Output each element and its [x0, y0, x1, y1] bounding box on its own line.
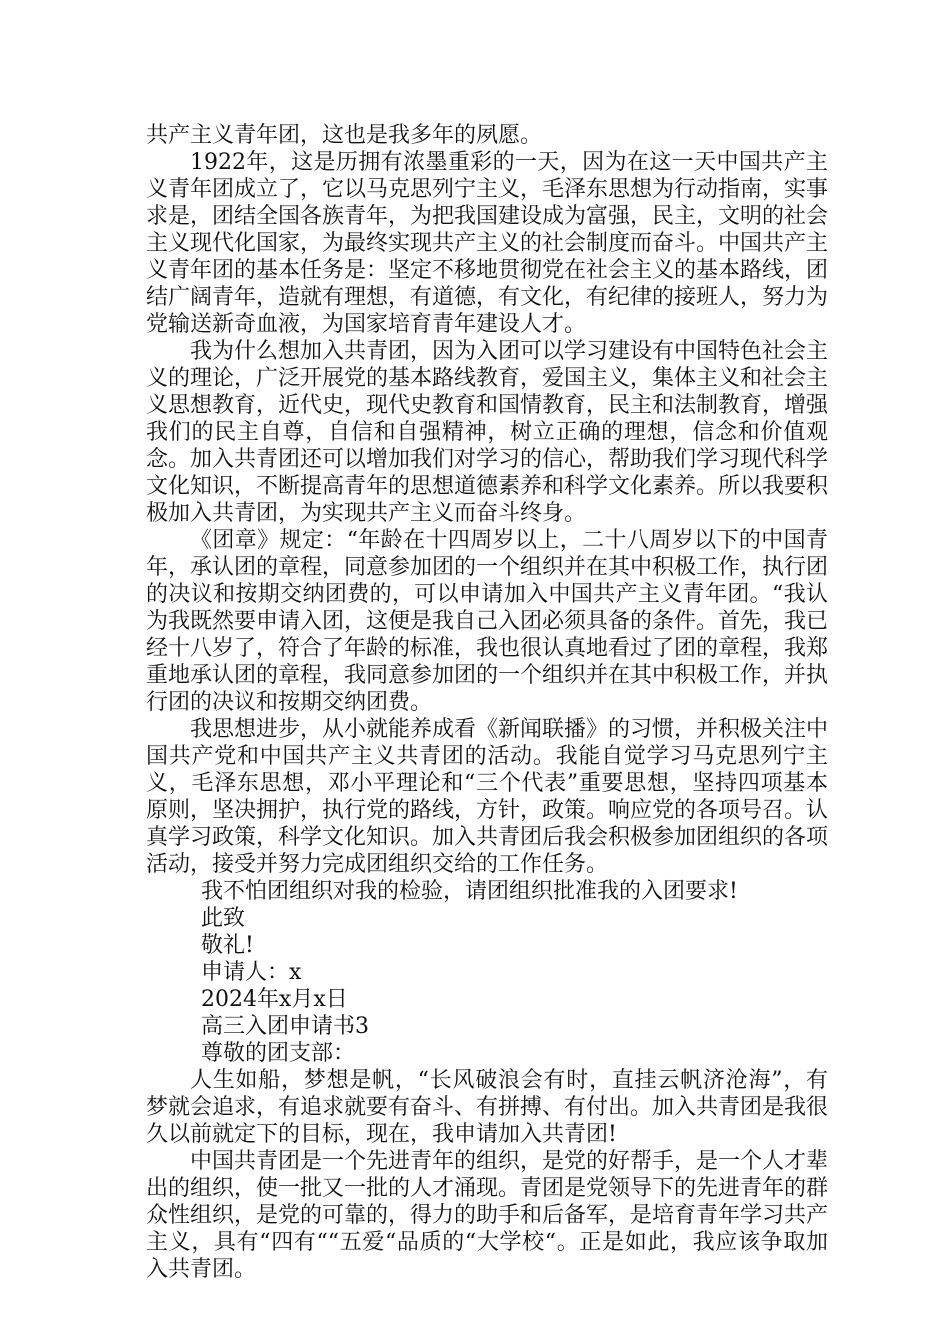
closing-line-cizhi: 此致: [201, 906, 246, 931]
section-title: 高三入团申请书3: [201, 1014, 369, 1039]
paragraph-6: 中国共青团是一个先进青年的组织，是党的好帮手，是一个人才辈出的组织，使一批又一批的人才涌现。青团是党领导下的先进青年的群众性组织，是党的可靠的，得力的助手和后备军，是培育青年学习共产主义，具有“四有““五爱“品质的“大学校“。正是如此，我应该争取加入共青团。: [146, 1149, 829, 1282]
paragraph-1: 1922年，这是历拥有浓墨重彩的一天，因为在这一天中国共产主义青年团成立了，它以马克思列宁主义，毛泽东思想为行动指南，实事求是，团结全国各族青年，为把我国建设成为富强，民主，文明的社会主义现代化国家，为最终实现共产主义的社会制度而奋斗。中国共产主义青年团的基本任务是：坚定不移地贯彻党在社会主义的基本路线，团结广阔青年，造就有理想，有道德，有文化，有纪律的接班人，努力为党输送新奇血液，为国家培育青年建设人才。: [146, 150, 829, 337]
closing-line-request: 我不怕团组织对我的检验，请团组织批准我的入团要求!: [201, 879, 738, 904]
paragraph-3: 《团章》规定：“年龄在十四周岁以上，二十八周岁以下的中国青年，承认团的章程，同意参加团的一个组织并在其中积极工作，执行团的决议和按期交纳团费的，可以申请加入中国共产主义青年团。“我认为我既然要申请入团，这便是我自己入团必须具备的条件。首先，我已经十八岁了，符合了年龄的标准，我也很认真地看过了团的章程，我郑重地承认团的章程，我同意参加团的一个组织并在其中积极工作，并执行团的决议和按期交纳团费。: [146, 528, 829, 715]
paragraph-4: 我思想进步，从小就能养成看《新闻联播》的习惯，并积极关注中国共产党和中国共产主义共青团的活动。我能自觉学习马克思列宁主义，毛泽东思想，邓小平理论和“三个代表”重要思想，坚持四项基本原则，坚决拥护，执行党的路线，方针，政策。响应党的各项号召。认真学习政策，科学文化知识。加入共青团后我会积极参加团组织的各项活动，接受并努力完成团组织交给的工作任务。: [146, 717, 829, 877]
paragraph-5: 人生如船，梦想是帆，“长风破浪会有时，直挂云帆济沧海”，有梦就会追求，有追求就要有奋斗、有拼搏、有付出。加入共青团是我很久以前就定下的目标，现在，我申请加入共青团!: [146, 1068, 829, 1147]
date-line: 2024年x月x日: [201, 987, 348, 1012]
paragraph-2: 我为什么想加入共青团，因为入团可以学习建设有中国特色社会主义的理论，广泛开展党的基本路线教育，爱国主义，集体主义和社会主义思想教育，近代史，现代史教育和国情教育，民主和法制教育，增强我们的民主自尊，自信和自强精神，树立正确的理想，信念和价值观念。加入共青团还可以增加我们对学习的信心，帮助我们学习现代科学文化知识，不断提高青年的思想道德素养和科学文化素养。所以我要积极加入共青团，为实现共产主义而奋斗终身。: [146, 339, 829, 526]
paragraph-0: 共产主义青年团，这也是我多年的夙愿。: [146, 123, 543, 148]
document-body: [146, 122, 828, 1283]
salutation-line: 尊敬的团支部：: [201, 1041, 356, 1066]
applicant-line: 申请人：x: [201, 960, 302, 985]
closing-line-jingli: 敬礼!: [201, 933, 254, 958]
